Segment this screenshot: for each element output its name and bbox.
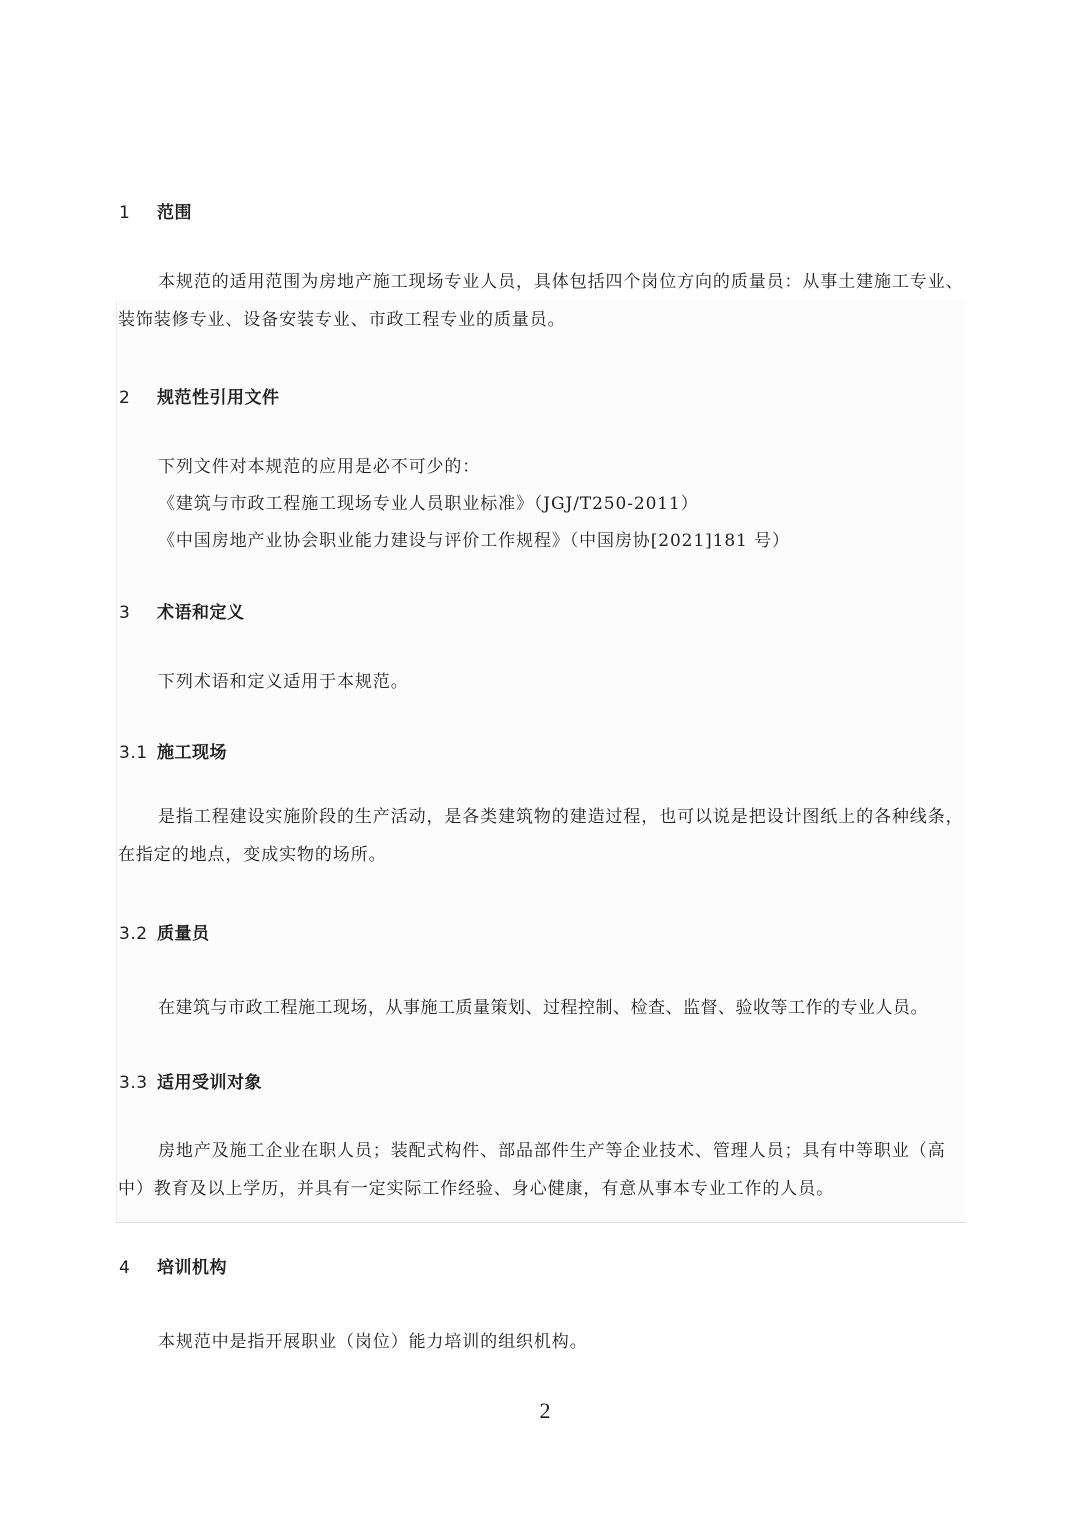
section-heading-3-3 <box>119 1068 262 1093</box>
section-title: 术语和定义 <box>157 603 245 623</box>
section-heading-3-2 <box>119 919 210 944</box>
section-number: 4 <box>119 1258 131 1278</box>
section-number: 2 <box>119 388 131 408</box>
section-title: 规范性引用文件 <box>157 388 280 408</box>
paragraph-references-intro: 下列文件对本规范的应用是必不可少的： <box>158 457 481 477</box>
section-heading-2 <box>119 383 280 408</box>
section-title: 范围 <box>157 203 192 223</box>
section-heading-4 <box>119 1253 227 1278</box>
section-number: 3.2 <box>119 924 148 944</box>
paragraph-scope: 本规范的适用范围为房地产施工现场专业人员，具体包括四个岗位方向的质量员：从事土建施工专业、装饰装修专业、设备安装专业、市政工程专业的质量员。 <box>118 272 964 330</box>
section-heading-1 <box>119 198 192 223</box>
paragraph-terms: 下列术语和定义适用于本规范。 <box>158 672 409 692</box>
paragraph-training-institution: 本规范中是指开展职业（岗位）能力培训的组织机构。 <box>158 1332 588 1352</box>
page-number: 2 <box>539 1398 551 1423</box>
reference-item-2: 《中国房地产业协会职业能力建设与评价工作规程》（中国房协[2021]181 号） <box>158 531 790 551</box>
section-title: 适用受训对象 <box>157 1073 262 1093</box>
paragraph-construction-site: 是指工程建设实施阶段的生产活动，是各类建筑物的建造过程，也可以说是把设计图纸上的各种线条，在指定的地点，变成实物的场所。 <box>118 807 964 865</box>
section-number: 3 <box>119 603 131 623</box>
paragraph-quality-officer: 在建筑与市政工程施工现场，从事施工质量策划、过程控制、检查、监督、验收等工作的专业人员。 <box>158 998 928 1018</box>
paragraph-trainees: 房地产及施工企业在职人员；装配式构件、部品部件生产等企业技术、管理人员；具有中等职业（高中）教育及以上学历，并具有一定实际工作经验、身心健康，有意从事本专业工作的人员。 <box>118 1141 946 1199</box>
section-number: 3.1 <box>119 743 148 763</box>
section-number: 3.3 <box>119 1073 148 1093</box>
section-title: 施工现场 <box>157 743 227 763</box>
section-heading-3 <box>119 598 245 623</box>
reference-item-1: 《建筑与市政工程施工现场专业人员职业标准》（JGJ/T250-2011） <box>158 494 699 514</box>
section-title: 质量员 <box>157 924 210 944</box>
section-heading-3-1 <box>119 738 227 763</box>
section-title: 培训机构 <box>157 1258 227 1278</box>
section-number: 1 <box>119 203 131 223</box>
